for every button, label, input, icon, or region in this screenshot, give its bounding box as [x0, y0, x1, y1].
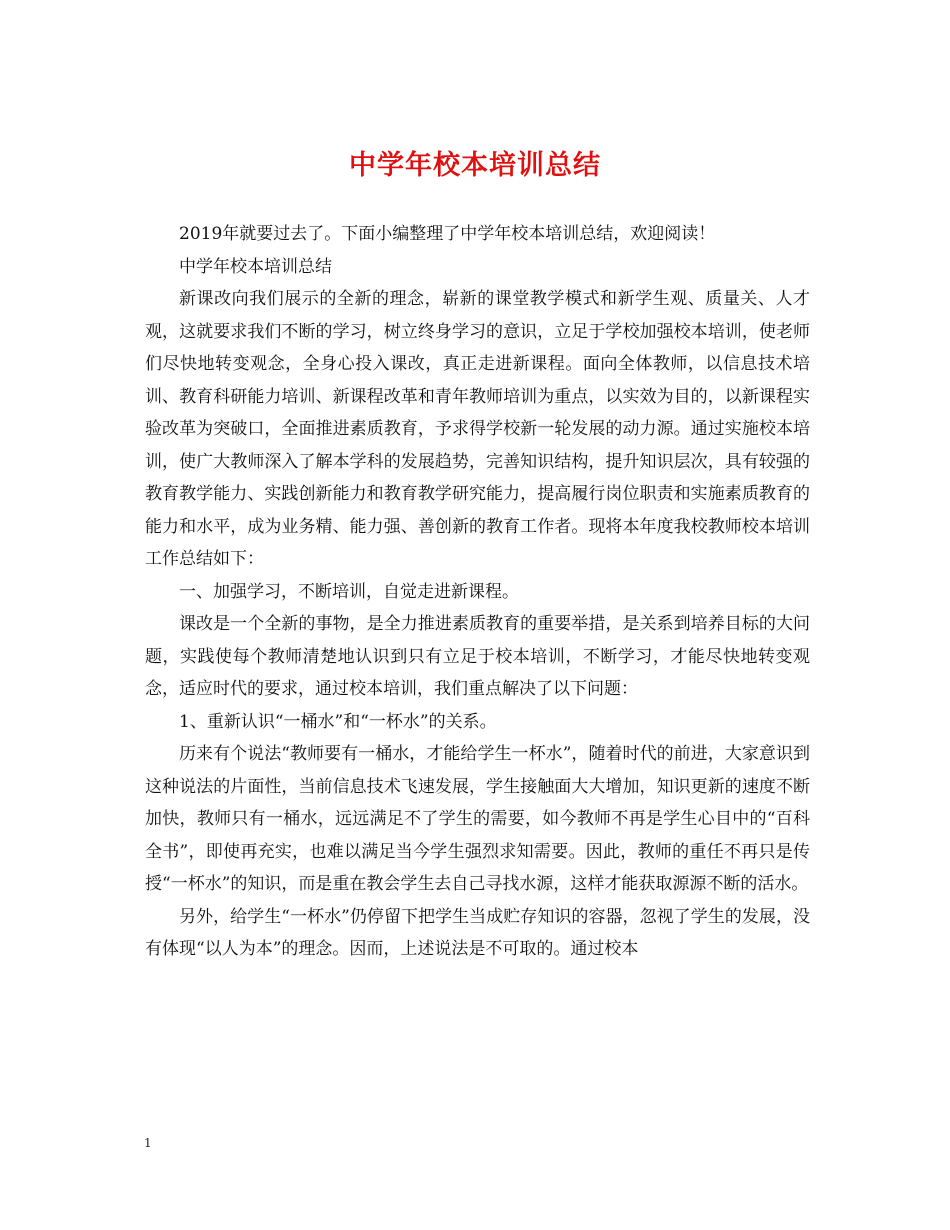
document-body [145, 218, 810, 966]
subsection-heading: 1、重新认识“一桶水”和“一杯水”的关系。 [179, 711, 497, 732]
page-number: 1 [144, 1136, 152, 1150]
paragraph: 中学年校本培训总结 [179, 256, 332, 277]
paragraph: 另外，给学生“一杯水”仍停留下把学生当成贮存知识的容器，忽视了学生的发展，没有体现“以人为本”的理念。因而，上述说法是不可取的。通过校本 [145, 906, 810, 959]
section-heading: 一、加强学习，不断培训，自觉走进新课程。 [179, 581, 519, 602]
paragraph: 课改是一个全新的事物，是全力推进素质教育的重要举措，是关系到培养目标的大问题，实践使每个教师清楚地认识到只有立足于校本培训，不断学习，才能尽快地转变观念，适应时代的要求，通过校本培训，我们重点解决了以下问题： [145, 614, 810, 699]
paragraph: 历来有个说法“教师要有一桶水，才能给学生一杯水”，随着时代的前进，大家意识到这种说法的片面性，当前信息技术飞速发展，学生接触面大大增加，知识更新的速度不断加快，教师只有一桶水，远远满足不了学生的需要，如今教师不再是学生心目中的“百科全书”，即使再充实，也难以满足当今学生强烈求知需要。因此，教师的重任不再只是传授“一杯水”的知识，而是重在教会学生去自己寻找水源，这样才能获取源源不断的活水。 [145, 744, 810, 894]
paragraph: 2019年就要过去了。下面小编整理了中学年校本培训总结，欢迎阅读！ [179, 224, 716, 244]
paragraph: 新课改向我们展示的全新的理念，崭新的课堂教学模式和新学生观、质量关、人才观，这就要求我们不断的学习，树立终身学习的意识，立足于学校加强校本培训，使老师们尽快地转变观念，全身心投入课改，真正走进新课程。面向全体教师，以信息技术培训、教育科研能力培训、新课程改革和青年教师培训为重点，以实效为目的，以新课程实验改革为突破口，全面推进素质教育，予求得学校新一轮发展的动力源。通过实施校本培训，使广大教师深入了解本学科的发展趋势，完善知识结构，提升知识层次，具有较强的教育教学能力、实践创新能力和教育教学研究能力，提高履行岗位职责和实施素质教育的能力和水平，成为业务精、能力强、善创新的教育工作者。现将本年度我校教师校本培训工作总结如下： [145, 289, 810, 569]
document-title: 中学年校本培训总结 [349, 150, 601, 181]
